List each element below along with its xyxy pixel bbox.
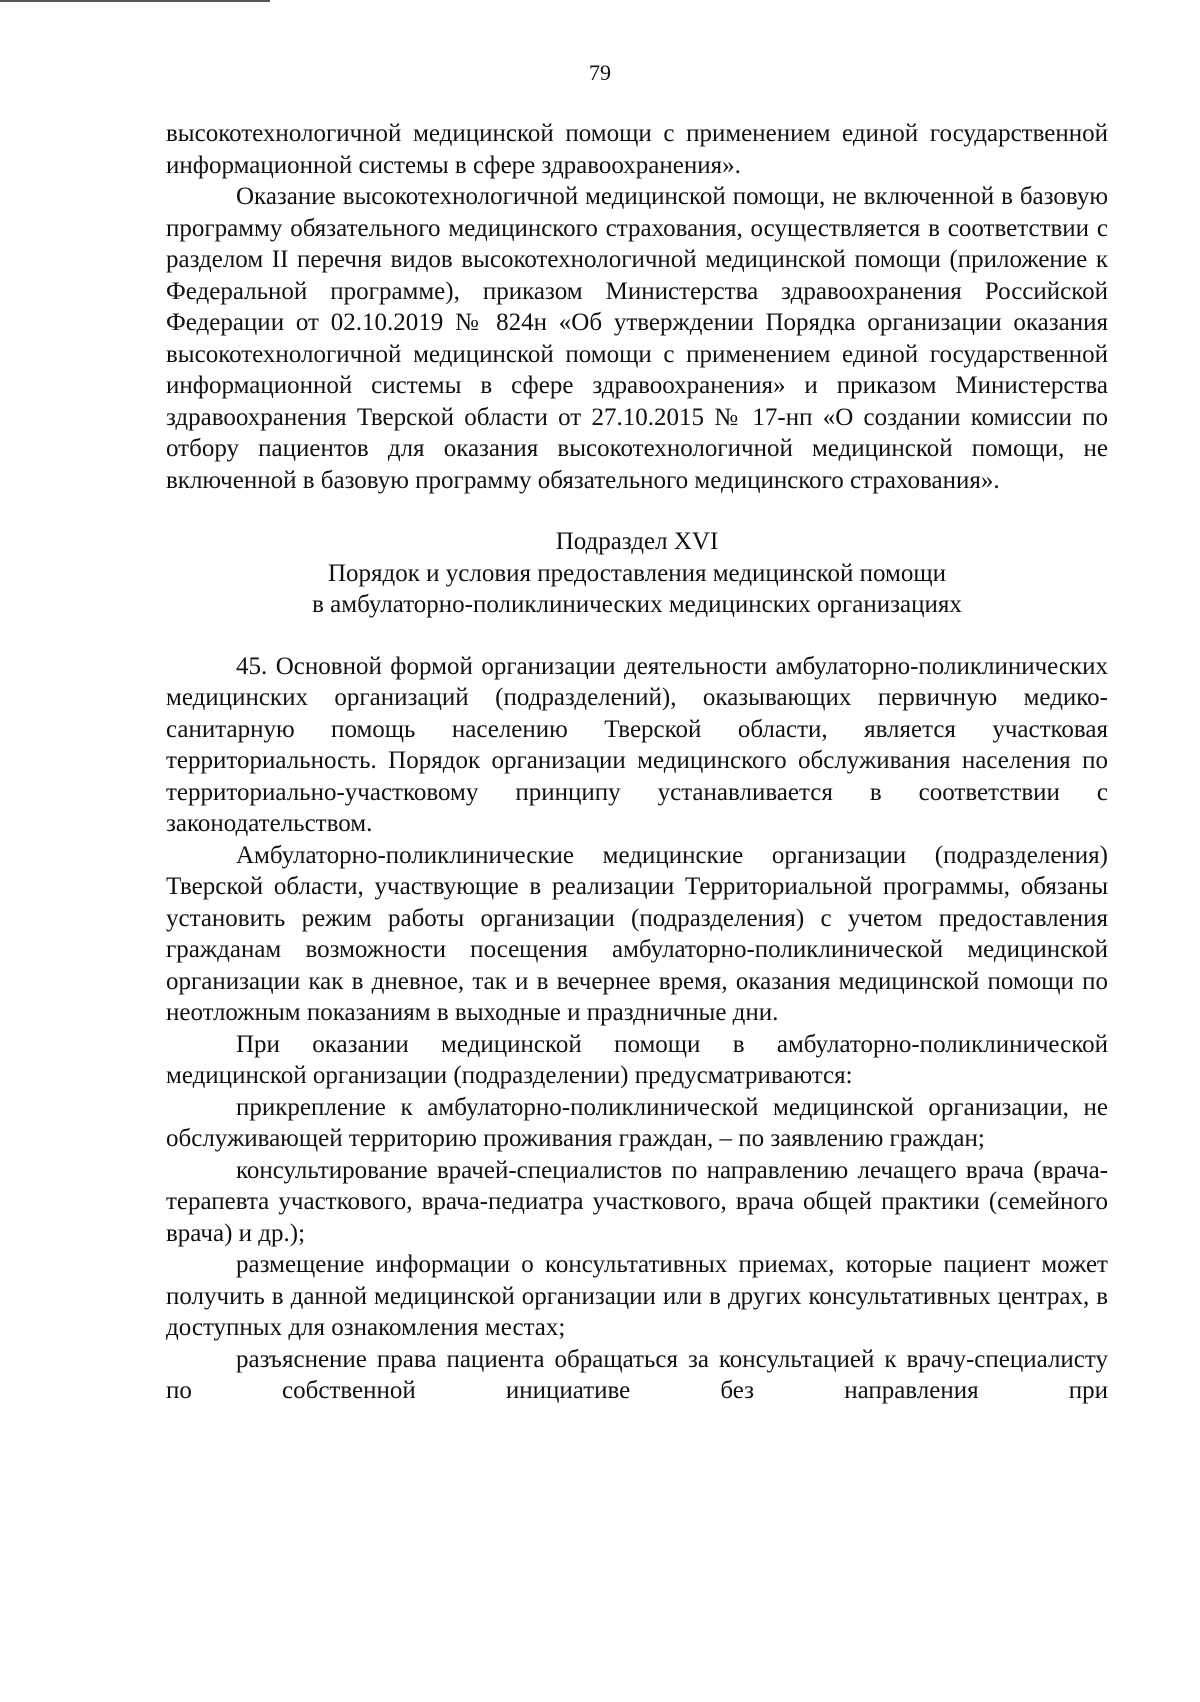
list-item-attachment: прикрепление к амбулаторно-поликлинической медицинской организации, не обслуживающей территорию проживания граждан, – по заявлению граждан; — [166, 1093, 1108, 1152]
spacer — [166, 621, 1108, 651]
paragraph-high-tech-care: Оказание высокотехнологичной медицинской помощи, не включенной в базовую программу обязательного медицинского страхования, осуществляется в соответствии с разделом II перечня видов высокотехнологичной медицинской помощи (приложение к Федеральной программе), приказом Министерства здравоохранения Российской Федерации от 02.10.2019 № 824н «Об утверждении Порядка организации оказания высокотехнологичной медицинской помощи с применением единой государственной информационной системы в сфере здравоохранения» и приказом Министерства здравоохранения Тверской области от 27.10.2015 № 17-нп «О создании комиссии по отбору пациентов для оказания высокотехнологичной медицинской помощи, не включенной в базовую программу обязательного медицинского страхования». — [166, 183, 1108, 494]
paragraph-item-45: 45. Основной формой организации деятельности амбулаторно-поликлинических медицинских организаций (подразделений), оказывающих первичную медико-санитарную помощь населению Тверской области, является участковая территориальность. Порядок организации медицинского обслуживания населения по территориально-участковому принципу устанавливается в соответствии с законодательством. — [166, 652, 1108, 837]
list-item-patient-rights: разъяснение права пациента обращаться за консультацией к врачу-специалисту по собственной инициативе без направления при — [166, 1345, 1108, 1404]
list-item-consultation: консультирование врачей-специалистов по направлению лечащего врача (врача-терапевта участкового, врача-педиатра участкового, врача общей практики (семейного врача) и др.); — [166, 1156, 1108, 1247]
scan-edge-mark — [0, 0, 270, 2]
paragraph-provisions-intro: При оказании медицинской помощи в амбулаторно-поликлинической медицинской организации (подразделении) предусматриваются: — [166, 1030, 1108, 1089]
subsection-title-line-2: в амбулаторно-поликлинических медицинских организациях — [312, 591, 962, 618]
list-item-information: размещение информации о консультативных приемах, которые пациент может получить в данной медицинской организации или в других консультативных центрах, в доступных для ознакомления местах; — [166, 1251, 1108, 1341]
page-number: 79 — [589, 60, 611, 85]
paragraph-working-hours: Амбулаторно-поликлинические медицинские организации (подразделения) Тверской области, участвующие в реализации Территориальной программы, обязаны установить режим работы организации (подразделения) с учетом предоставления гражданам возможности посещения амбулаторно-поликлинической медицинской организации как в дневное, так и в вечернее время, оказания медицинской помощи по неотложным показаниям в выходные и праздничные дни. — [166, 841, 1108, 1026]
subsection-title-line-1: Порядок и условия предоставления медицинской помощи — [327, 559, 947, 587]
spacer — [166, 496, 1108, 526]
subsection-label: Подраздел XVI — [555, 528, 719, 555]
paragraph-continuation: высокотехнологичной медицинской помощи с применением единой государственной информационной системы в сфере здравоохранения». — [166, 120, 1108, 179]
document-body — [166, 118, 1108, 1407]
